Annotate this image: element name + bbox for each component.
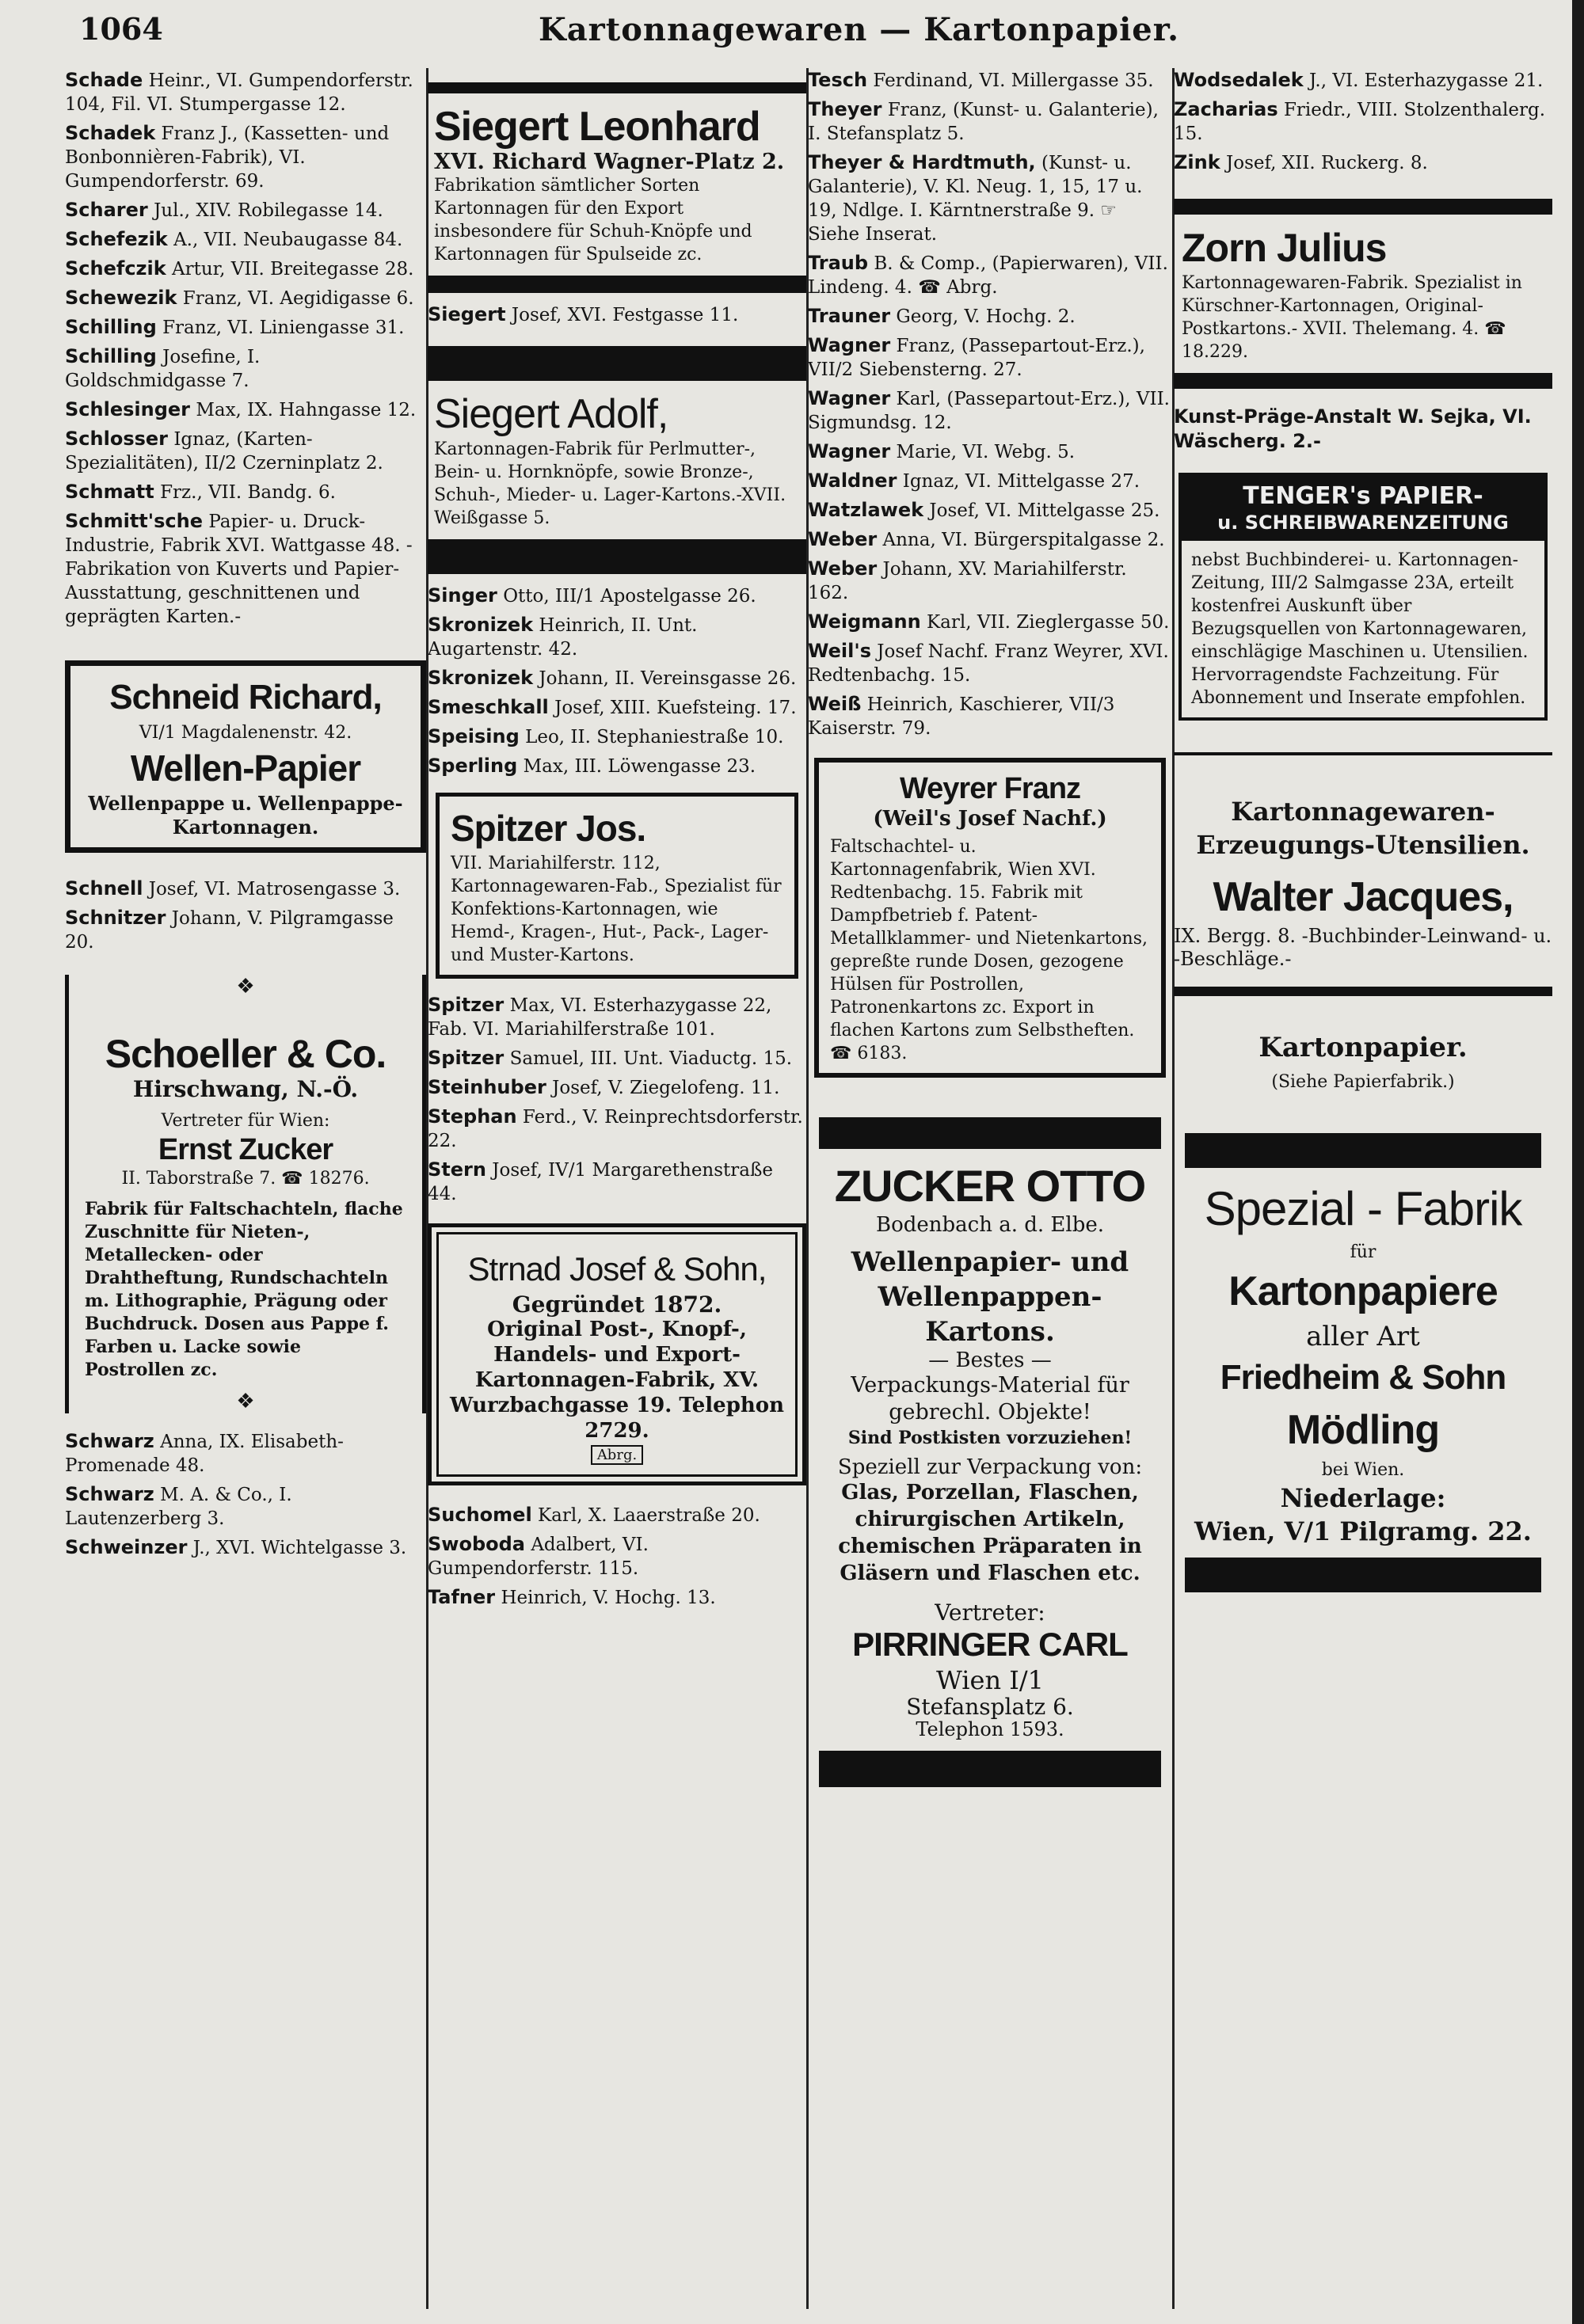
list-item — [428, 1075, 806, 1100]
entry-name: Skronizek — [428, 614, 534, 636]
entry-name: Schewezik — [65, 287, 177, 309]
list-item — [808, 333, 1172, 382]
ad-text: Fabrik für Faltschachteln, flache Zuschnitte für Nieten-, Metallecken- oder Drahtheftung, Rundschachteln m. Lithographie, Prägung oder Buchdruck. Dosen aus Pappe f. Farben u. Lacke sowie Postrollen zc. — [85, 1199, 403, 1380]
entry-list — [428, 584, 806, 778]
ad-rule — [1174, 373, 1552, 389]
entry-text: Karl, (Passepartout-Erz.), VII. Sigmundsg. 12. — [808, 389, 1170, 433]
entry-name: Schwarz — [65, 1483, 154, 1505]
column-2 — [428, 68, 806, 1615]
entry-name: Wagner — [808, 334, 891, 356]
list-item — [65, 344, 426, 393]
ad-line: Spezial - Fabrik — [1204, 1182, 1522, 1235]
entry-name: Weber — [808, 528, 878, 550]
list-item — [428, 993, 806, 1041]
ad-zorn — [1174, 224, 1552, 363]
entry-text: Franz, VI. Aegidigasse 6. — [182, 288, 414, 309]
entry-list — [808, 68, 1172, 740]
entry-name: Zacharias — [1174, 98, 1278, 120]
ad-best: — Bestes — — [928, 1348, 1052, 1372]
entry-name: Trauner — [808, 305, 891, 327]
entry-text: Ferdinand, VI. Millergasse 35. — [873, 70, 1154, 91]
entry-text: Heinrich, II. Unt. Augartenstr. 42. — [428, 615, 698, 660]
ad-title: Schneid Richard, — [109, 678, 382, 717]
page-header — [79, 11, 1568, 59]
entry-name: Schade — [65, 69, 143, 91]
section-ref: (Siehe Papierfabrik.) — [1271, 1072, 1455, 1092]
ad-spitzer — [436, 793, 798, 979]
ad-siegert-adolf — [428, 390, 806, 530]
list-item — [808, 639, 1172, 687]
ad-rule — [1185, 1133, 1541, 1168]
page-number: 1064 — [79, 11, 163, 47]
entry-text: Anna, VI. Bürgerspitalgasse 2. — [882, 530, 1165, 550]
ad-rep-name: PIRRINGER CARL — [852, 1626, 1128, 1663]
entry-list — [65, 68, 426, 629]
ad-rule — [428, 82, 806, 93]
ad-title: Weyrer Franz — [899, 772, 1081, 805]
entry-name: Steinhuber — [428, 1076, 546, 1098]
entry-text: Anna, IX. Elisabeth-Promenade 48. — [65, 1432, 344, 1476]
list-item — [808, 692, 1172, 740]
entry-text: Ignaz, (Karten-Spezialitäten), II/2 Czerninplatz 2. — [65, 429, 383, 474]
ad-line: bei Wien. — [1321, 1460, 1405, 1480]
entry-name: Schadek — [65, 122, 156, 144]
ad-subtitle: (Weil's Josef Nachf.) — [873, 807, 1107, 831]
entry-list — [65, 1429, 426, 1560]
entry-list — [1174, 68, 1552, 175]
list-item — [808, 97, 1172, 146]
ad-text: Original Post-, Knopf-, Handels- und Export-Kartonnagen-Fabrik, XV. Wurzbachgasse 19. Telephon 2729. — [449, 1318, 785, 1443]
ad-text: Kartonnagen-Fabrik für Perlmutter-, Bein- u. Hornknöpfe, sowie Bronze-, Schuh-, Mieder- u. Lager-Kartons.-XVII. Weißgasse 5. — [434, 439, 786, 528]
entry-text: Josef, XIII. Kuefsteing. 17. — [554, 698, 797, 718]
ad-rule — [1174, 987, 1552, 996]
list-item — [65, 1429, 426, 1478]
ad-line: Glas, Porzellan, Flaschen, chirurgischen Artikeln, chemischen Präparaten in Gläsern und Flaschen etc. — [838, 1481, 1142, 1585]
entry-name: Stephan — [428, 1105, 517, 1128]
entry-name: Schmitt'sche — [65, 510, 203, 532]
section-title: Kartonnagewaren-Erzeugungs-Utensilien. — [1196, 797, 1530, 860]
entry-list — [65, 877, 426, 954]
entry-name: Schilling — [65, 316, 157, 338]
entry-name: Schwarz — [65, 1430, 154, 1452]
entry-name: Spitzer — [428, 994, 505, 1016]
ad-title: Strnad Josef & Sohn, — [467, 1250, 767, 1288]
entry-text: Karl, VII. Zieglergasse 50. — [927, 612, 1170, 633]
list-item — [428, 1105, 806, 1153]
entry-name: Theyer & Hardtmuth, — [808, 151, 1036, 173]
entry-name: Wagner — [808, 440, 891, 462]
entry-text: J., XVI. Wichtelgasse 3. — [192, 1538, 407, 1558]
entry-text: Johann, V. Pilgramgasse 20. — [65, 908, 394, 953]
entry-text: Franz, (Kunst- u. Galanterie), I. Stefansplatz 5. — [808, 100, 1159, 144]
entry-name: Weber — [808, 557, 878, 580]
entry-name: Zink — [1174, 151, 1220, 173]
ad-schoeller — [65, 975, 426, 1413]
list-item — [65, 198, 426, 223]
entry-text: Adalbert, VI. Gumpendorferstr. 115. — [428, 1535, 649, 1579]
entry-list — [428, 1503, 806, 1610]
entry-name: Schlosser — [65, 428, 168, 450]
ad-headline: Wellen-Papier — [130, 747, 361, 789]
entry-text: Artur, VII. Breitegasse 28. — [172, 259, 414, 280]
list-item — [808, 610, 1172, 634]
list-item — [808, 469, 1172, 493]
entry-name: Theyer — [808, 98, 882, 120]
ad-siegert-leonhard — [428, 103, 806, 266]
list-item — [428, 1046, 806, 1071]
entry-name: Wagner — [808, 387, 891, 409]
section-utensils — [1174, 752, 1552, 971]
badge: Abrg. — [591, 1445, 643, 1465]
ad-line: aller Art — [1306, 1321, 1420, 1352]
ad-line: Sind Postkisten vorzuziehen! — [847, 1428, 1133, 1448]
ad-line: Speziell zur Verpackung von: — [837, 1455, 1143, 1479]
list-item — [428, 695, 806, 720]
list-item — [65, 68, 426, 116]
entry-text: Papier- u. Druck-Industrie, Fabrik XVI. Wattgasse 48. -Fabrikation von Kuverts und Papier-Ausstattung, geschnittenen und geprägten Karten.- — [65, 512, 413, 627]
ad-headline: Wellenpapier- und Wellenpappen-Kartons. — [851, 1246, 1129, 1348]
ad-zucker — [808, 1158, 1172, 1741]
entry-list — [428, 993, 806, 1206]
entry-text: A., VII. Neubaugasse 84. — [173, 230, 403, 250]
ad-title: Zorn Julius — [1182, 226, 1387, 270]
ad-friedheim — [1174, 1177, 1552, 1548]
ad-text: VII. Mariahilferstr. 112, Kartonnagewaren-Fab., Spezialist für Konfektions-Kartonnagen, wie Hemd-, Kragen-, Hut-, Pack-, Lager- und Muster-Kartons. — [451, 854, 782, 965]
entry-name: Skronizek — [428, 667, 534, 689]
column-3 — [808, 68, 1172, 1797]
entry-name: Weil's — [808, 640, 871, 662]
ad-place: Bodenbach a. d. Elbe. — [875, 1213, 1105, 1237]
list-item — [428, 1585, 806, 1610]
ad-address: VI/1 Magdalenenstr. 42. — [139, 723, 352, 743]
ad-title: TENGER's PAPIER- — [1243, 482, 1483, 510]
entry-text: Otto, III/1 Apostelgasse 26. — [503, 586, 756, 607]
ad-line: Wien, V/1 Pilgramg. 22. — [1194, 1516, 1532, 1546]
entry-text: Heinrich, Kaschierer, VII/3 Kaiserstr. 79. — [808, 694, 1115, 739]
list-item — [65, 397, 426, 422]
entry-name: Schnitzer — [65, 907, 166, 929]
list-item — [428, 725, 806, 749]
ad-text: Wellenpappe u. Wellenpappe-Kartonnagen. — [88, 792, 403, 839]
list-item — [428, 613, 806, 661]
ad-title: Schoeller & Co. — [105, 1032, 386, 1076]
entry-name: Weigmann — [808, 610, 921, 633]
entry-name: Schnell — [65, 877, 143, 900]
entry-text: Josefine, I. Goldschmidgasse 7. — [65, 347, 261, 391]
ad-rep-city: Wien I/1 — [935, 1665, 1045, 1695]
list-item — [428, 666, 806, 690]
list-item — [428, 754, 806, 778]
ad-line: Niederlage: — [1280, 1483, 1446, 1513]
ad-title: Spitzer Jos. — [451, 808, 646, 849]
list-item — [1174, 150, 1552, 175]
entry-name: Schmatt — [65, 481, 154, 503]
list-item — [808, 386, 1172, 435]
entry-name: Schefczik — [65, 257, 166, 280]
list-item — [428, 1503, 806, 1527]
entry-name: Tesch — [808, 69, 868, 91]
entry-text: Franz, (Passepartout-Erz.), VII/2 Siebensterng. 27. — [808, 336, 1145, 380]
entry-text: Heinr., VI. Gumpendorferstr. 104, Fil. VI. Stumpergasse 12. — [65, 70, 413, 115]
list-item — [65, 227, 426, 252]
list-item: Kunst-Präge-Anstalt W. Sejka, VI. Wäscherg. 2.- — [1174, 405, 1532, 452]
list-item — [65, 257, 426, 281]
entry-text: Marie, VI. Webg. 5. — [896, 442, 1076, 462]
entry-text: Johann, XV. Mariahilferstr. 162. — [808, 559, 1127, 603]
entry-text: Karl, X. Laaerstraße 20. — [538, 1505, 760, 1526]
ad-rule — [1174, 199, 1552, 215]
ad-rule — [1185, 1558, 1541, 1592]
ad-rep-name: Ernst Zucker — [158, 1133, 333, 1166]
entry-name: Smeschkall — [428, 696, 549, 718]
ad-title: ZUCKER OTTO — [834, 1161, 1146, 1211]
entry-text: M. A. & Co., I. Lautenzerberg 3. — [65, 1485, 292, 1529]
entry-text: Johann, II. Vereinsgasse 26. — [539, 668, 797, 689]
ad-text: Fabrikation sämtlicher Sorten Kartonnagen für den Export insbesondere für Schuh-Knöpfe und Kartonnagen für Spulseide zc. — [434, 176, 752, 264]
ad-text: IX. Bergg. 8. -Buchbinder-Leinwand- u. -Beschläge.- — [1174, 925, 1552, 970]
entry-name: Schilling — [65, 345, 157, 367]
list-item — [808, 304, 1172, 329]
ad-line: Kartonpapiere — [1228, 1269, 1498, 1314]
ad-address: XVI. Richard Wagner-Platz 2. — [434, 150, 785, 174]
list-item — [65, 286, 426, 310]
entry-name: Wodsedalek — [1174, 69, 1304, 91]
entry-name: Stern — [428, 1158, 486, 1181]
ad-line: für — [1350, 1242, 1376, 1262]
ad-text: Kartonnagewaren-Fabrik. Spezialist in Kürschner-Kartonnagen, Original-Postkartons.- XVII. Thelemang. 4. ☎ 18.229. — [1182, 273, 1522, 362]
entry-name: Waldner — [808, 470, 897, 492]
entry-text: Ferd., V. Reinprechtsdorferstr. 22. — [428, 1107, 803, 1151]
entry-text: Max, VI. Esterhazygasse 22, Fab. VI. Mariahilferstraße 101. — [428, 995, 772, 1040]
list-item — [808, 68, 1172, 93]
list-item — [65, 427, 426, 475]
column-4 — [1174, 68, 1552, 1602]
ad-line: Mödling — [1286, 1407, 1440, 1453]
list-item — [808, 150, 1172, 246]
entry-text: Josef, VI. Mittelgasse 25. — [929, 500, 1160, 521]
entry-text: Max, IX. Hahngasse 12. — [196, 400, 417, 420]
entry-name: Swoboda — [428, 1533, 525, 1555]
entry-name: Schlesinger — [65, 398, 190, 420]
list-item — [1174, 68, 1552, 93]
ad-rule — [428, 346, 806, 381]
list-item — [808, 557, 1172, 605]
ad-rep-address: Stefansplatz 6. — [906, 1694, 1074, 1720]
list-item — [1174, 97, 1552, 146]
ad-strnad — [428, 1223, 806, 1485]
ad-rule — [428, 276, 806, 293]
entry-text: Friedr., VIII. Stolzenthalerg. 15. — [1174, 100, 1546, 144]
entry-name: Tafner — [428, 1586, 496, 1608]
entry-name: Weiß — [808, 693, 862, 715]
entry-name: Watzlawek — [808, 499, 924, 521]
ad-weyrer — [814, 758, 1166, 1078]
section-title: Kartonpapier. — [1258, 1032, 1468, 1063]
ad-line: Verpackungs-Material für gebrechl. Objekte! — [851, 1373, 1129, 1424]
entry-text: Franz J., (Kassetten- und Bonbonnièren-Fabrik), VI. Gumpendorferstr. 69. — [65, 124, 390, 192]
ad-rep-label: Vertreter: — [935, 1599, 1045, 1626]
list-item — [65, 1482, 426, 1531]
ad-founded: Gegründet 1872. — [512, 1291, 722, 1318]
entry-text: Josef Nachf. Franz Weyrer, XVI. Redtenbachg. 15. — [808, 641, 1169, 686]
column-1 — [65, 68, 426, 1565]
entry-name: Schweinzer — [65, 1536, 188, 1558]
ad-line: Friedheim & Sohn — [1220, 1358, 1506, 1397]
ad-title: Walter Jacques, — [1213, 874, 1514, 920]
list-item — [65, 877, 426, 901]
ad-rule — [819, 1751, 1161, 1787]
ad-title: Siegert Adolf, — [434, 391, 668, 437]
entry-text: Frz., VII. Bandg. 6. — [160, 482, 336, 503]
ad-rule — [428, 539, 806, 574]
entry-text: Ignaz, VI. Mittelgasse 27. — [902, 471, 1140, 492]
entry-text: (Kunst- u. Galanterie), V. Kl. Neug. 1, 15, 17 u. 19, Ndlge. I. Kärntnerstraße 9. ☞ Siehe Inserat. — [808, 153, 1143, 245]
list-item — [808, 251, 1172, 299]
ad-title: u. SCHREIBWARENZEITUNG — [1217, 512, 1509, 534]
ad-rep-label: Vertreter für Wien: — [161, 1111, 330, 1131]
ornament-icon: ❖ — [236, 975, 255, 998]
ornament-icon: ❖ — [236, 1390, 255, 1413]
entry-text: B. & Comp., (Papierwaren), VII. Lindeng. 4. ☎ Abrg. — [808, 253, 1168, 298]
entry-text: Georg, V. Hochg. 2. — [896, 306, 1076, 327]
entry-text: Franz, VI. Liniengasse 31. — [162, 318, 405, 338]
entry-name: Traub — [808, 252, 869, 274]
entry-text: Heinrich, V. Hochg. 13. — [501, 1588, 716, 1608]
ad-zeitung — [1178, 473, 1548, 721]
ad-text: nebst Buchbinderei- u. Kartonnagen-Zeitung, III/2 Salmgasse 23A, erteilt kostenfrei Auskunft über Bezugsquellen von Kartonnagewaren, einschlägige Maschinen u. Utensilien. Hervorragendste Fachzeitung. Für Abonnement und Inserate empfohlen. — [1191, 550, 1529, 708]
entry-text: Josef, VI. Matrosengasse 3. — [148, 879, 401, 900]
entry-text: Samuel, III. Unt. Viaductg. 15. — [509, 1048, 793, 1069]
entry-name: Spitzer — [428, 1047, 505, 1069]
ad-rep-tel: Telephon 1593. — [916, 1718, 1064, 1740]
list-item — [808, 498, 1172, 523]
entry-text: Max, III. Löwengasse 23. — [523, 756, 756, 777]
entry-text: Jul., XIV. Robilegasse 14. — [154, 200, 383, 221]
entry-text: J., VI. Esterhazygasse 21. — [1309, 70, 1544, 91]
list-item — [428, 1532, 806, 1580]
ad-schneid — [65, 660, 426, 853]
list-item — [65, 121, 426, 193]
list-item — [808, 439, 1172, 464]
entry-name: Singer — [428, 584, 497, 607]
list-item — [808, 527, 1172, 552]
entry-text: Josef, V. Ziegelofeng. 11. — [552, 1078, 780, 1098]
entry-name: Scharer — [65, 199, 148, 221]
entry-name: Schefezik — [65, 228, 168, 250]
page-title: Kartonnagewaren — Kartonpapier. — [539, 11, 1180, 48]
entry-text: Leo, II. Stephaniestraße 10. — [525, 727, 784, 747]
entry-text: Josef, XII. Ruckerg. 8. — [1226, 153, 1428, 173]
section-kartonpapier — [1174, 1032, 1552, 1094]
list-item — [65, 509, 426, 629]
list-item: Siegert Josef, XVI. Festgasse 11. — [428, 303, 739, 325]
ad-text: Faltschachtel- u. Kartonnagenfabrik, Wien XVI. Redtenbachg. 15. Fabrik mit Dampfbetrieb f. Patent-Metallklammer- und Nietenkartons, gepreßte runde Dosen, gezogene Hülsen für Postrollen, Patronenkartons zc. Export in flachen Kartons zum Selbstheften. ☎ 6183. — [830, 837, 1148, 1063]
list-item — [65, 315, 426, 340]
list-item — [65, 480, 426, 504]
list-item — [65, 906, 426, 954]
ad-rule — [819, 1117, 1161, 1149]
entry-text: Josef, IV/1 Margarethenstraße 44. — [428, 1160, 773, 1204]
list-item — [428, 584, 806, 608]
entry-name: Sperling — [428, 755, 518, 777]
entry-name: Suchomel — [428, 1504, 532, 1526]
ad-title: Siegert Leonhard — [434, 104, 760, 150]
list-item — [428, 1158, 806, 1206]
ad-place: Hirschwang, N.-Ö. — [132, 1076, 359, 1102]
list-item — [65, 1535, 426, 1560]
entry-name: Speising — [428, 725, 520, 747]
ad-rep-address: II. Taborstraße 7. ☎ 18276. — [121, 1169, 370, 1189]
